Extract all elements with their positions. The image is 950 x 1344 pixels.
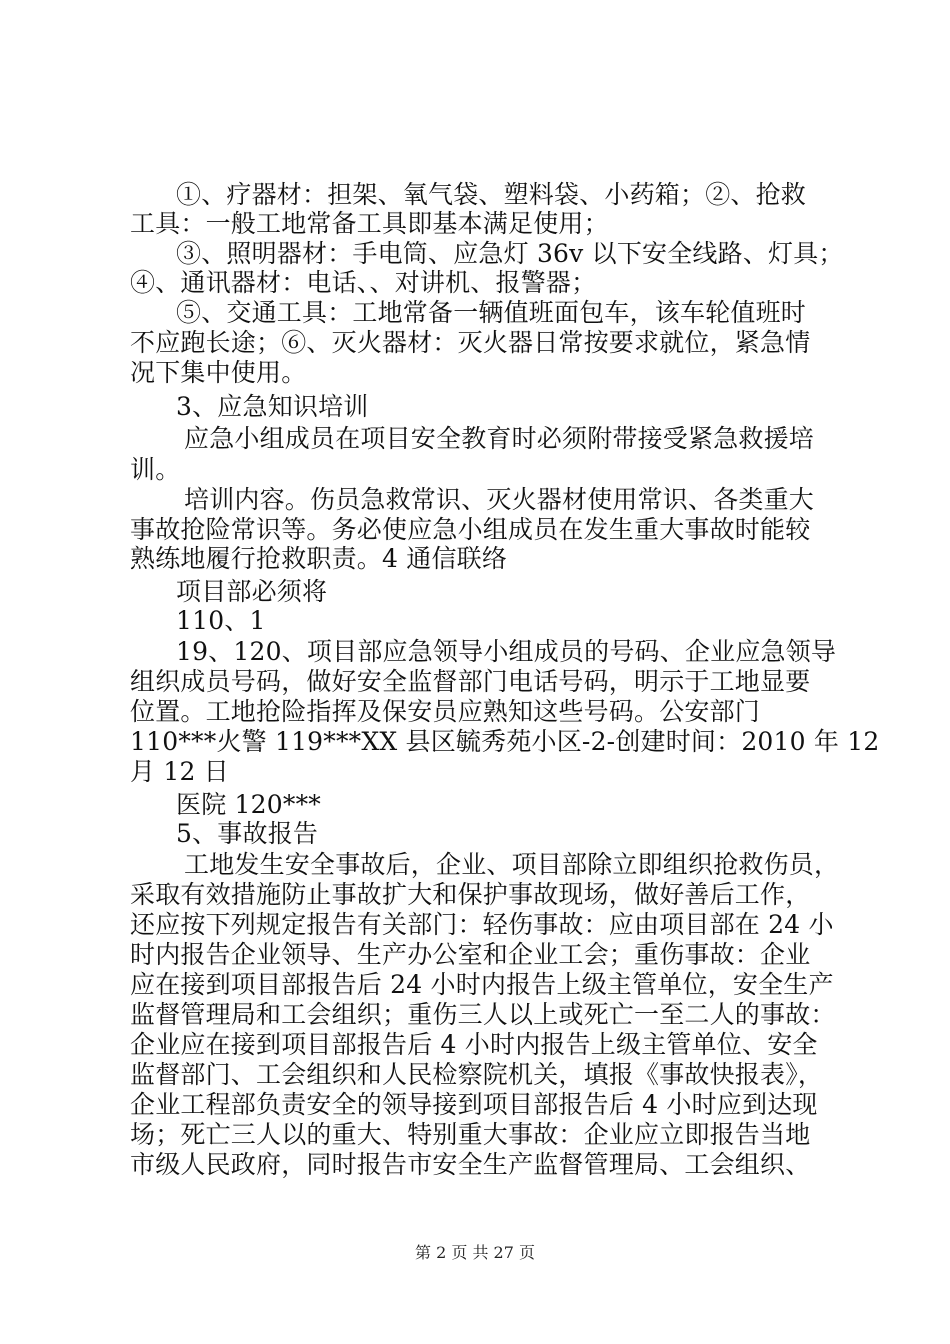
text-line: 还应按下列规定报告有关部门：轻伤事故：应由项目部在 24 小: [130, 910, 834, 939]
text-line: 应在接到项目部报告后 24 小时内报告上级主管单位，安全生产: [130, 970, 834, 999]
text-line: ③、照明器材：手电筒、应急灯 36v 以下安全线路、灯具；: [176, 239, 844, 268]
text-line: 培训内容。伤员急救常识、灭火器材使用常识、各类重大: [184, 485, 815, 514]
text-line: 月 12 日: [130, 757, 229, 786]
text-line: 企业工程部负责安全的领导接到项目部报告后 4 小时应到达现: [130, 1090, 818, 1119]
text-line: 110***火警 119***XX 县区毓秀苑小区-2-创建时间：2010 年 12: [130, 727, 880, 756]
text-line: ①、疗器材：担架、氧气袋、塑料袋、小药箱；②、抢救: [176, 180, 807, 209]
text-line: ⑤、交通工具：工地常备一辆值班面包车，该车轮值班时: [176, 298, 807, 327]
text-line: 训。: [130, 455, 181, 484]
text-line: 工具：一般工地常备工具即基本满足使用；: [130, 209, 609, 238]
text-line: 市级人民政府，同时报告市安全生产监督管理局、工会组织、: [130, 1150, 811, 1179]
text-line: 110、1: [176, 606, 266, 635]
section-heading: 3、应急知识培训: [176, 392, 369, 421]
text-line: 事故抢险常识等。务必使应急小组成员在发生重大事故时能较: [130, 515, 811, 544]
text-line: 工地发生安全事故后，企业、项目部除立即组织抢救伤员，: [184, 850, 840, 879]
text-line: 不应跑长途；⑥、灭火器材：灭火器日常按要求就位，紧急情: [130, 328, 811, 357]
text-line: 监督部门、工会组织和人民检察院机关，填报《事故快报表》，: [130, 1060, 824, 1089]
section-heading: 5、事故报告: [176, 819, 319, 848]
text-line: ④、通讯器材：电话、、对讲机、报警器；: [130, 268, 597, 297]
text-line: 况下集中使用。: [130, 358, 307, 387]
text-line: 企业应在接到项目部报告后 4 小时内报告上级主管单位、安全: [130, 1030, 818, 1059]
text-line: 采取有效措施防止事故扩大和保护事故现场，做好善后工作，: [130, 880, 811, 909]
text-line: 医院 120***: [176, 790, 321, 819]
text-line: 应急小组成员在项目安全教育时必须附带接受紧急救援培: [184, 424, 815, 453]
text-line: 时内报告企业领导、生产办公室和企业工会；重伤事故：企业: [130, 940, 811, 969]
text-line: 熟练地履行抢救职责。4 通信联络: [130, 544, 508, 573]
text-line: 监督管理局和工会组织；重伤三人以上或死亡一至二人的事故：: [130, 1000, 836, 1029]
text-line: 组织成员号码，做好安全监督部门电话号码，明示于工地显要: [130, 667, 811, 696]
text-line: 场；死亡三人以的重大、特别重大事故：企业应立即报告当地: [130, 1120, 811, 1149]
text-line: 位置。工地抢险指挥及保安员应熟知这些号码。公安部门: [130, 697, 761, 726]
text-line: 项目部必须将: [176, 577, 328, 606]
page-footer: 第 2 页 共 27 页: [415, 1243, 535, 1262]
text-line: 19、120、项目部应急领导小组成员的号码、企业应急领导: [176, 637, 837, 666]
